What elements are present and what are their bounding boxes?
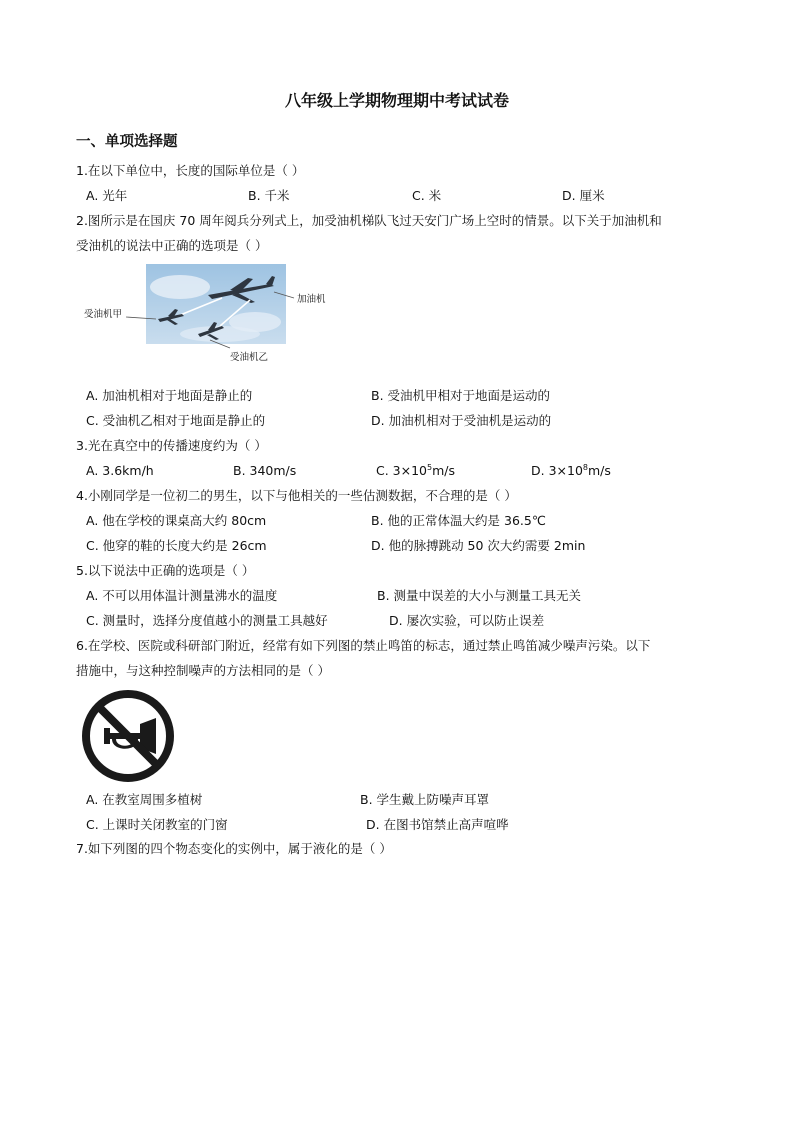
q6-option-b: B. 学生戴上防噪声耳罩 xyxy=(360,792,490,807)
q3-option-c-base: C. 3×10 xyxy=(376,463,428,478)
tanker-label: 加油机 xyxy=(297,294,326,305)
no-honking-icon xyxy=(78,688,178,784)
q2-option-b: B. 受油机甲相对于地面是运动的 xyxy=(371,388,551,403)
no-honking-sign xyxy=(78,688,178,784)
q6-stem-line2: 措施中，与这种控制噪声的方法相同的是（ ） xyxy=(76,663,330,678)
q2-option-d: D. 加油机相对于受油机是运动的 xyxy=(371,413,552,428)
q2-option-a: A. 加油机相对于地面是静止的 xyxy=(86,388,253,403)
q3-option-c-unit: m/s xyxy=(432,463,456,478)
q4-option-d: D. 他的脉搏跳动 50 次大约需要 2min xyxy=(371,538,586,553)
q1-option-b: B. 千米 xyxy=(248,188,290,203)
q1-stem: 1.在以下单位中，长度的国际单位是（ ） xyxy=(76,163,305,178)
q4-option-a: A. 他在学校的课桌高大约 80cm xyxy=(86,513,267,528)
refueling-aircraft-figure xyxy=(80,262,345,368)
q1-option-a: A. 光年 xyxy=(86,188,128,203)
q5-option-a: A. 不可以用体温计测量沸水的温度 xyxy=(86,588,278,603)
q4-option-b: B. 他的正常体温大约是 36.5℃ xyxy=(371,513,546,528)
q1-option-d: D. 厘米 xyxy=(562,188,605,203)
receiver-a-label: 受油机甲 xyxy=(84,309,123,320)
section-heading: 一、单项选择题 xyxy=(76,134,178,150)
q6-option-c: C. 上课时关闭教室的门窗 xyxy=(86,817,228,832)
q1-option-c: C. 米 xyxy=(412,188,442,203)
q5-option-d: D. 屡次实验，可以防止误差 xyxy=(389,613,545,628)
q3-stem: 3.光在真空中的传播速度约为（ ） xyxy=(76,438,267,453)
q5-option-c: C. 测量时，选择分度值越小的测量工具越好 xyxy=(86,613,328,628)
q2-option-c: C. 受油机乙相对于地面是静止的 xyxy=(86,413,266,428)
q7-stem: 7.如下列图的四个物态变化的实例中，属于液化的是（ ） xyxy=(76,841,392,856)
q6-option-d: D. 在图书馆禁止高声喧哗 xyxy=(366,817,509,832)
receiver-b-label: 受油机乙 xyxy=(230,352,269,363)
q5-option-b: B. 测量中误差的大小与测量工具无关 xyxy=(377,588,582,603)
q2-stem-line2: 受油机的说法中正确的选项是（ ） xyxy=(76,238,268,253)
q3-option-d xyxy=(531,463,611,479)
q3-option-c xyxy=(376,463,455,479)
q6-stem-line1: 6.在学校、医院或科研部门附近，经常有如下列图的禁止鸣笛的标志，通过禁止鸣笛减少噪声污染。以下 xyxy=(76,638,651,653)
q5-stem: 5.以下说法中正确的选项是（ ） xyxy=(76,563,255,578)
q3-option-a: A. 3.6km/h xyxy=(86,463,154,478)
q6-option-a: A. 在教室周围多植树 xyxy=(86,792,203,807)
q3-option-b: B. 340m/s xyxy=(233,463,297,478)
exam-title: 八年级上学期物理期中考试试卷 xyxy=(284,91,509,110)
q3-option-d-exponent: 8 xyxy=(582,463,588,472)
q3-option-c-exponent: 5 xyxy=(427,463,433,472)
q3-option-d-base: D. 3×10 xyxy=(531,463,583,478)
q3-option-d-unit: m/s xyxy=(588,463,611,478)
q2-stem-line1: 2.图所示是在国庆 70 周年阅兵分列式上，加受油机梯队飞过天安门广场上空时的情景。以下关于加油机和 xyxy=(76,213,662,228)
q4-option-c: C. 他穿的鞋的长度大约是 26cm xyxy=(86,538,267,553)
q4-stem: 4.小刚同学是一位初二的男生，以下与他相关的一些估测数据，不合理的是（ ） xyxy=(76,488,517,503)
